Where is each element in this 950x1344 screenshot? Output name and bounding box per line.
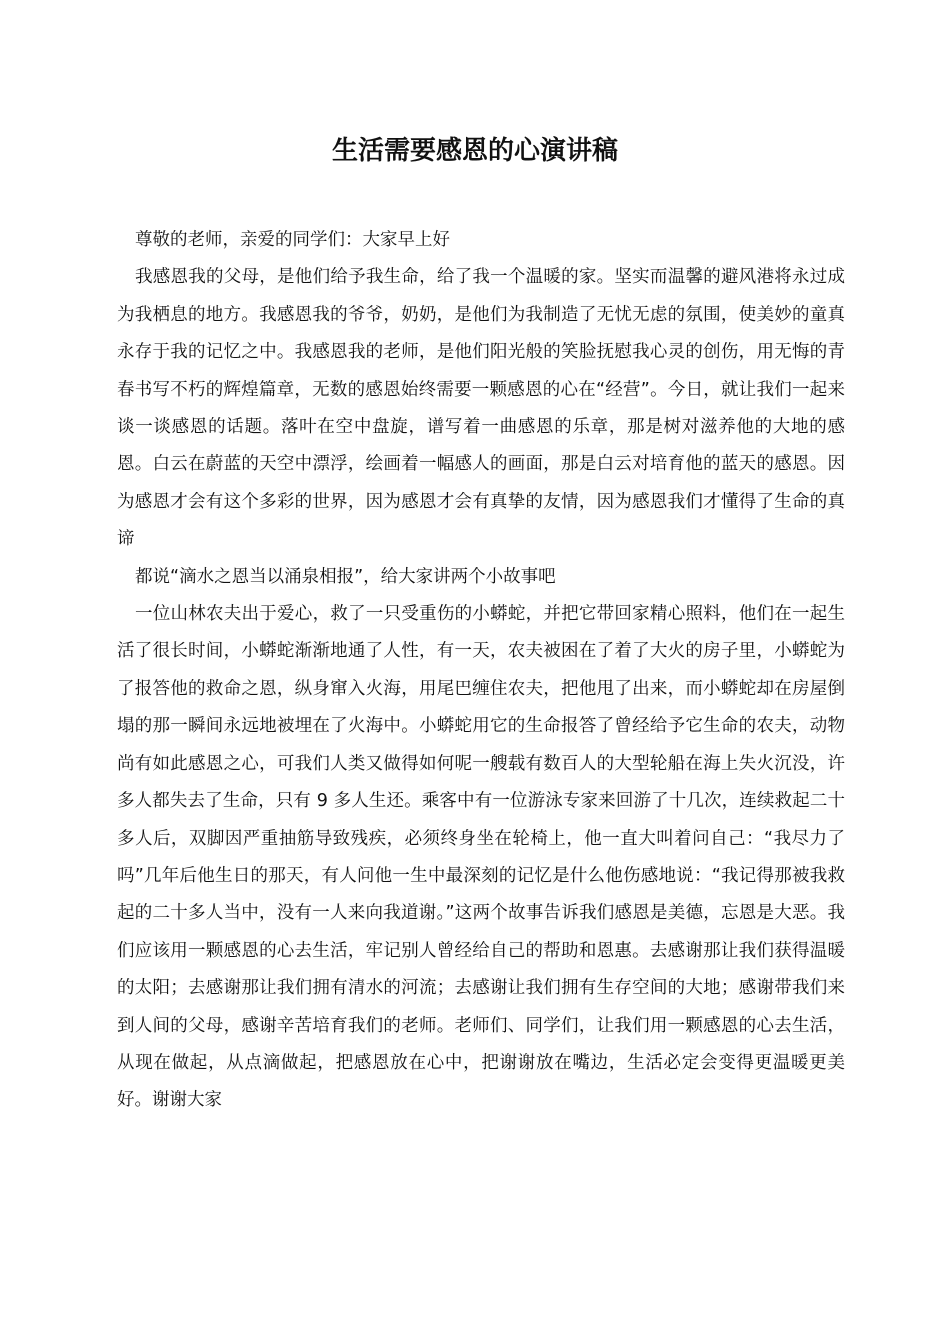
gratitude-paragraph: 我感恩我的父母，是他们给予我生命，给了我一个温暖的家。坚实而温馨的避风港将永过成为我栖息的地方。我感恩我的爷爷，奶奶，是他们为我制造了无忧无虑的氛围，使美妙的童真永存于我的记忆之中。我感恩我的老师，是他们阳光般的笑脸抚慰我心灵的创伤，用无悔的青春书写不朽的辉煌篇章，无数的感恩始终需要一颗感恩的心在“经营”。今日，就让我们一起来谈一谈感恩的话题。落叶在空中盘旋，谱写着一曲感恩的乐章，那是树对滋养他的大地的感恩。白云在蔚蓝的天空中漂浮，绘画着一幅感人的画面，那是白云对培育他的蓝天的感恩。因为感恩才会有这个多彩的世界，因为感恩才会有真挚的友情，因为感恩我们才懂得了生命的真谛 bbox=[117, 267, 845, 550]
document-body bbox=[117, 222, 845, 1120]
stories-paragraph: 一位山林农夫出于爱心，救了一只受重伤的小蟒蛇，并把它带回家精心照料，他们在一起生活了很长时间，小蟒蛇渐渐地通了人性，有一天，农夫被困在了着了大火的房子里，小蟒蛇为了报答他的救命之恩，纵身窜入火海，用尾巴缠住农夫，把他甩了出来，而小蟒蛇却在房屋倒塌的那一瞬间永远地被埋在了火海中。小蟒蛇用它的生命报答了曾经给予它生命的农夫，动物尚有如此感恩之心，可我们人类又做得如何呢一艘载有数百人的大型轮船在海上失火沉没，许多人都失去了生命，只有 9 多人生还。乘客中有一位游泳专家来回游了十几次，连续救起二十多人后，双脚因严重抽筋导致残疾，必须终身坐在轮椅上，他一直大叫着问自己：“我尽力了吗”几年后他生日的那天，有人问他一生中最深刻的记忆是什么他伤感地说：“我记得那被我救起的二十多人当中，没有一人来向我道谢。”这两个故事告诉我们感恩是美德，忘恩是大恶。我们应该用一颗感恩的心去生活，牢记别人曾经给自己的帮助和恩惠。去感谢那让我们获得温暖的太阳；去感谢那让我们拥有清水的河流；去感谢让我们拥有生存空间的大地；感谢带我们来到人间的父母，感谢辛苦培育我们的老师。老师们、同学们，让我们用一颗感恩的心去生活，从现在做起，从点滴做起，把感恩放在心中，把谢谢放在嘴边，生活必定会变得更温暖更美好。谢谢大家 bbox=[117, 604, 845, 1111]
proverb-paragraph: 都说“滴水之恩当以涌泉相报”，给大家讲两个小故事吧 bbox=[135, 566, 556, 587]
document-title: 生活需要感恩的心演讲稿 bbox=[331, 136, 618, 166]
greeting-paragraph: 尊敬的老师，亲爱的同学们：大家早上好 bbox=[135, 230, 450, 250]
